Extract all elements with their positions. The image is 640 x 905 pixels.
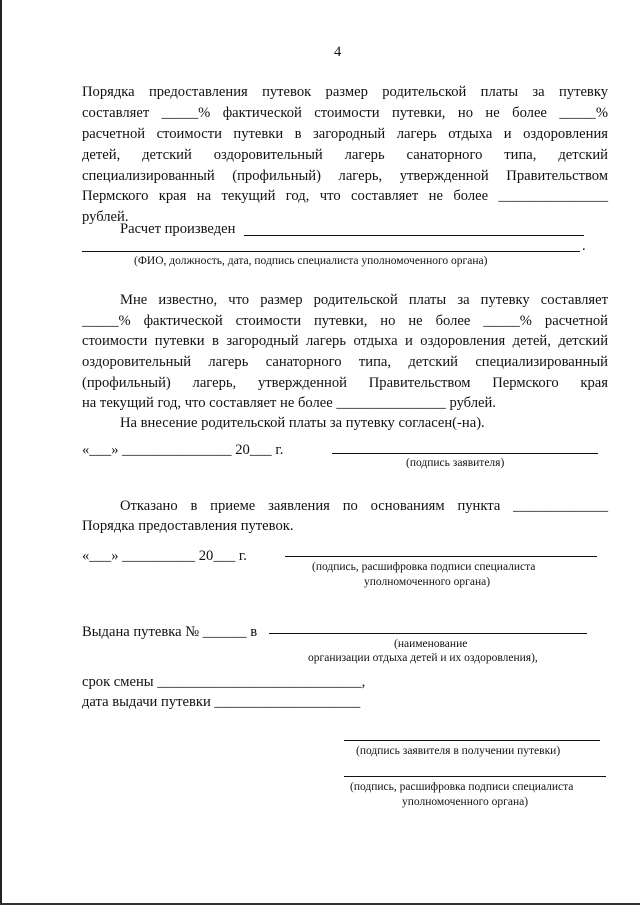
specialist-caption-1a: (подпись, расшифровка подписи специалиста (312, 561, 536, 573)
p1-line5: специализированный (профильный) лагерь, утвержденной Правительством (82, 168, 608, 184)
p2-line1: Мне известно, что размер родительской платы за путевку составляет (120, 292, 608, 308)
specialist-signature-line-1[interactable] (285, 556, 597, 557)
calc-dot: . (582, 238, 586, 254)
calc-line-1[interactable] (244, 235, 584, 236)
refusal-line1: Отказано в приеме заявления по основаниям пункта _____________ (120, 498, 608, 514)
p2-line6: на текущий год, что составляет не более _______________ рублей. (82, 395, 496, 411)
specialist-caption-1b: уполномоченного органа) (364, 576, 491, 588)
issue-date: дата выдачи путевки ____________________ (82, 694, 361, 710)
applicant-signature-caption: (подпись заявителя) (406, 457, 505, 469)
scan-edge (0, 0, 2, 905)
date-2: «___» __________ 20___ г. (82, 548, 247, 564)
p1-line6: Пермского края на текущий год, что составляет не более _______________ (82, 188, 608, 204)
refusal-line2: Порядка предоставления путевок. (82, 518, 294, 534)
issued-voucher-label: Выдана путевка № ______ в (82, 624, 258, 640)
applicant-receipt-caption: (подпись заявителя в получении путевки) (356, 745, 561, 757)
specialist-caption-2b: уполномоченного органа) (402, 796, 529, 808)
specialist-caption-2a: (подпись, расшифровка подписи специалиста (350, 781, 574, 793)
applicant-signature-line[interactable] (332, 453, 598, 454)
p1-line3: расчетной стоимости путевки в загородный лагерь отдыха и оздоровления (82, 126, 608, 142)
p2-line4: оздоровительный лагерь санаторного типа, детский специализированный (82, 354, 608, 370)
p1-line2: составляет _____% фактической стоимости путевки, но не более _____% (82, 105, 608, 121)
date-1: «___» _______________ 20___ г. (82, 442, 284, 458)
organization-caption-1: (наименование (394, 638, 468, 650)
shift-term: срок смены ____________________________, (82, 674, 366, 690)
p1-line1: Порядка предоставления путевок размер родительской платы за путевку (82, 84, 608, 100)
p2-line3: стоимости путевки в загородный лагерь отдыха и оздоровления детей, детский (82, 333, 608, 349)
p1-line7: рублей. (82, 209, 129, 225)
calc-label: Расчет произведен (120, 221, 236, 237)
p2-line2: _____% фактической стоимости путевки, но не более _____% расчетной (82, 313, 608, 329)
page-number: 4 (334, 44, 342, 60)
calc-caption: (ФИО, должность, дата, подпись специалиста уполномоченного органа) (134, 255, 488, 267)
calc-line-2[interactable] (82, 251, 580, 252)
p1-line4: детей, детский оздоровительный лагерь санаторного типа, детский (82, 147, 608, 163)
organization-line[interactable] (269, 633, 587, 634)
applicant-receipt-signature-line[interactable] (344, 740, 600, 741)
specialist-signature-line-2[interactable] (344, 776, 606, 777)
p2-line5: (профильный) лагерь, утвержденной Правительством Пермского края (82, 375, 608, 391)
organization-caption-2: организации отдыха детей и их оздоровления), (308, 652, 538, 664)
p2-line7: На внесение родительской платы за путевку согласен(-на). (120, 415, 485, 431)
